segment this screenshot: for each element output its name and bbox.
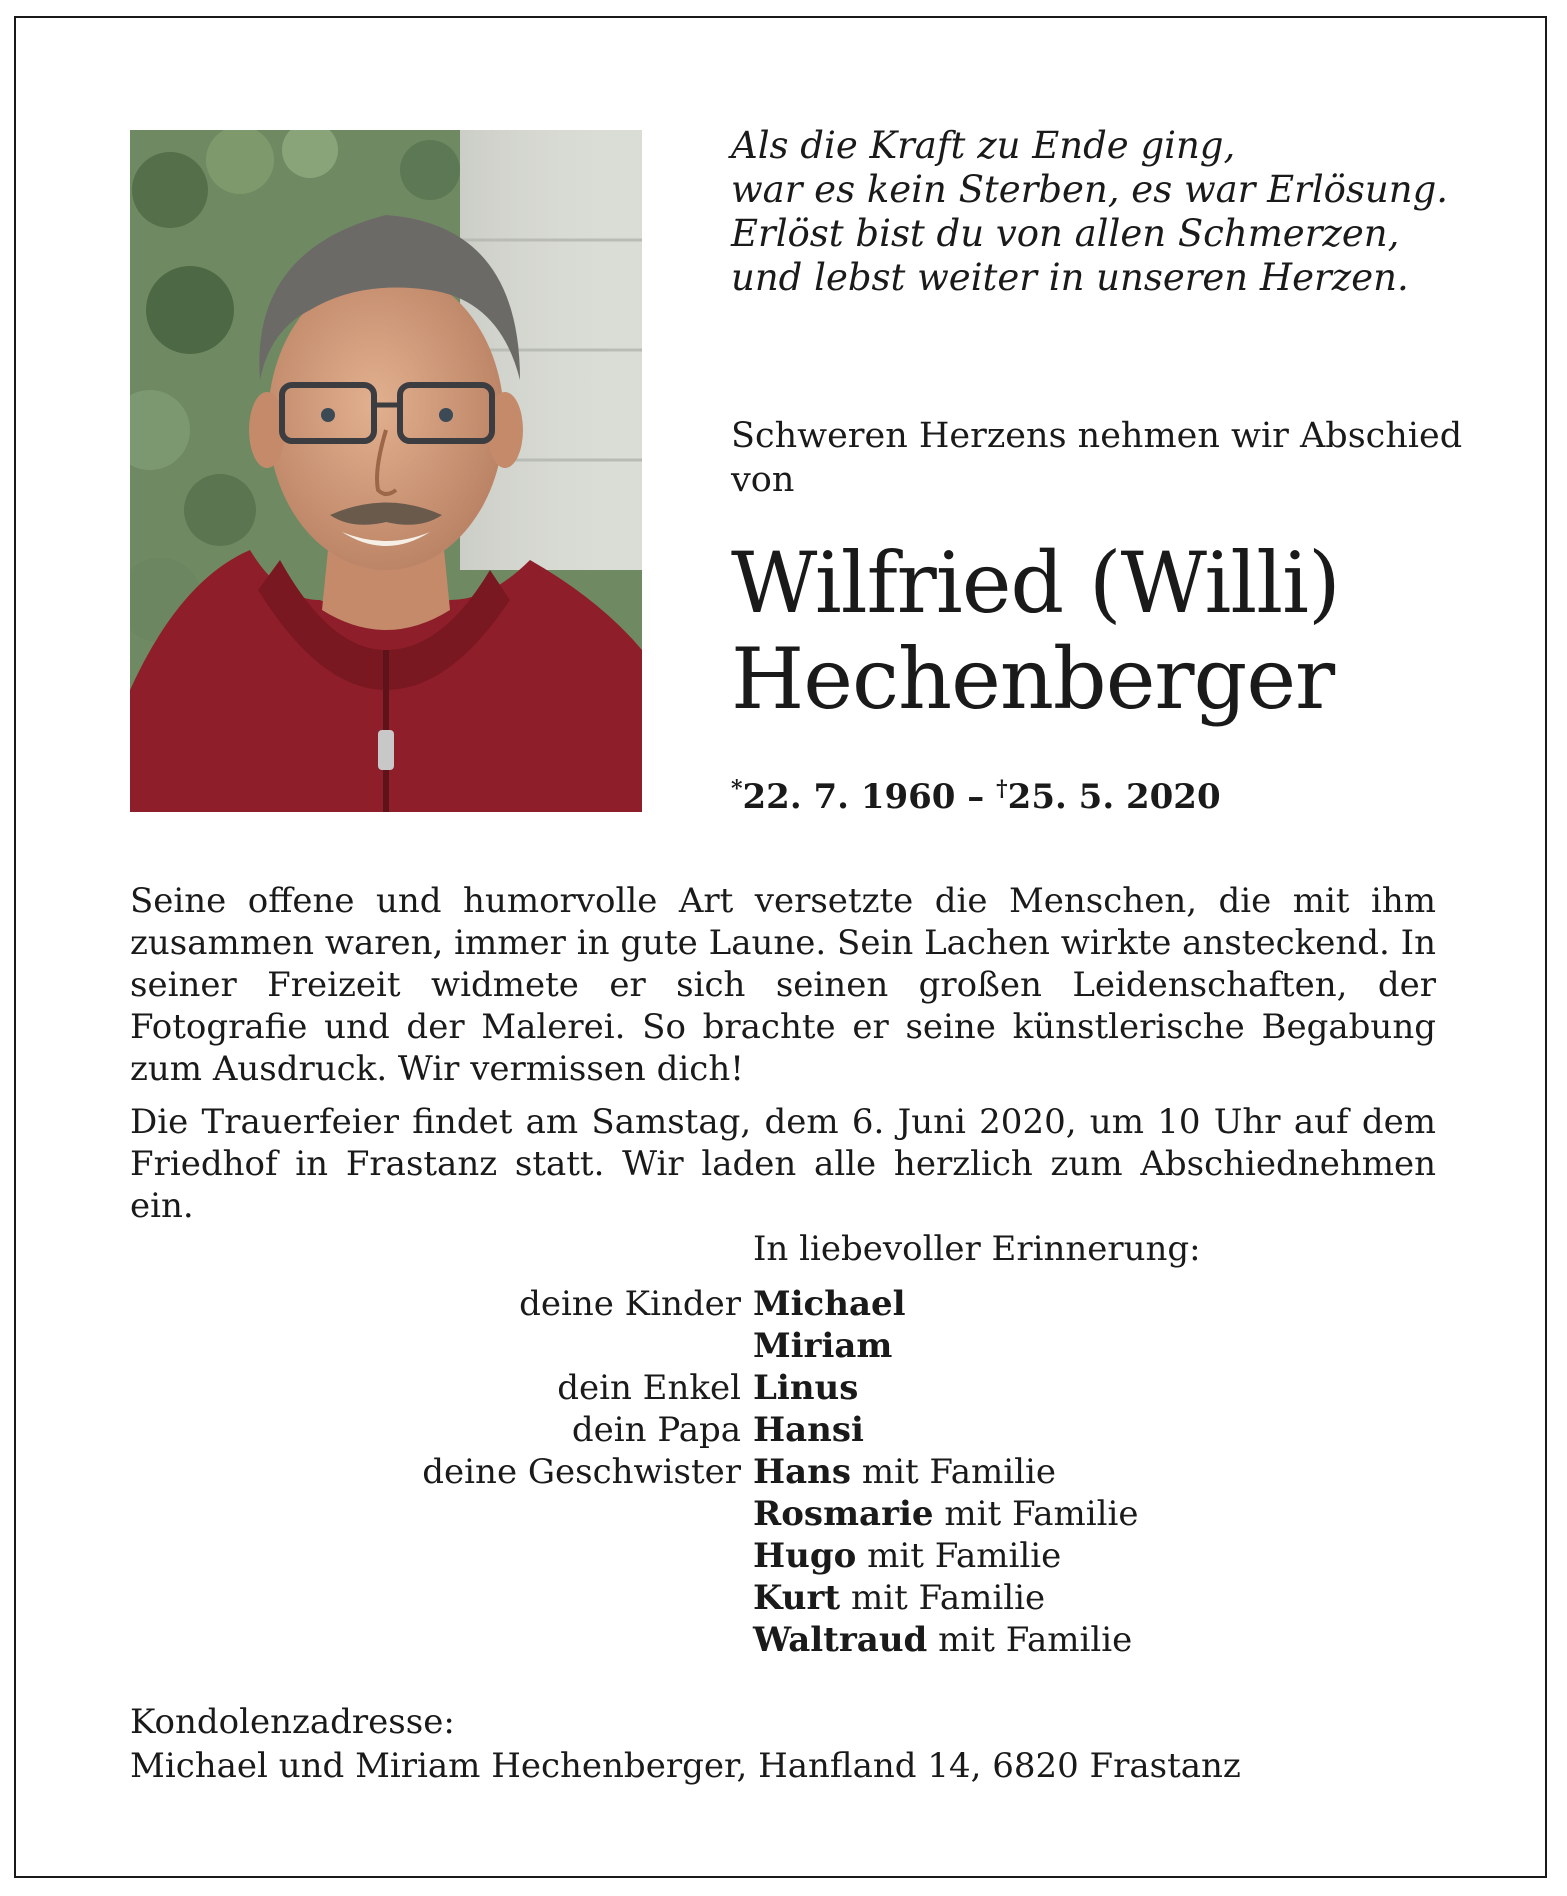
family-relation (300, 1619, 753, 1661)
deceased-name-first: Wilfried (Willi) (731, 534, 1340, 632)
address-value: Michael und Miriam Hechenberger, Hanfland 14, 6820 Frastanz (130, 1746, 1241, 1786)
ceremony-paragraph: Die Trauerfeier findet am Samstag, dem 6. Juni 2020, um 10 Uhr auf dem Friedhof in Frastanz statt. Wir laden alle herzlich zum Abschiednehmen ein. (130, 1102, 1436, 1226)
family-row (300, 1325, 1500, 1367)
poem-line: Erlöst bist du von allen Schmerzen, (731, 212, 1400, 255)
life-dates (731, 776, 1491, 817)
death-date: 25. 5. 2020 (1007, 777, 1221, 817)
family-row (300, 1577, 1500, 1619)
condolence-address (130, 1700, 1436, 1788)
family-suffix: mit Familie (856, 1536, 1062, 1576)
family-relation (300, 1577, 753, 1619)
family-name: Linus (753, 1368, 859, 1408)
family-row (300, 1451, 1500, 1493)
family-relation: dein Enkel (557, 1368, 741, 1408)
poem-line: und lebst weiter in unseren Herzen. (731, 256, 1409, 299)
address-label: Kondolenzadresse: (130, 1702, 455, 1742)
family-suffix: mit Familie (933, 1494, 1139, 1534)
deceased-name-last: Hechenberger (731, 630, 1335, 728)
family-row (300, 1619, 1500, 1661)
family-list (300, 1283, 1500, 1661)
family-name: Kurt (753, 1578, 841, 1618)
tribute-paragraph: Seine offene und humorvolle Art versetzte die Menschen, die mit ihm zusammen waren, immer in gute Laune. Sein Lachen wirkte ansteckend. In seiner Freizeit widmete er sich seinen großen Leidenschaften, der Fotografie und der Malerei. So brachte er seine künstlerische Begabung zum Ausdruck. Wir vermissen dich! (130, 881, 1436, 1089)
family-name: Miriam (753, 1326, 893, 1366)
family-relation: deine Geschwister (422, 1452, 741, 1492)
date-separator: – (955, 777, 997, 817)
family-relation (300, 1535, 753, 1577)
family-row (300, 1283, 1500, 1325)
death-symbol: † (996, 776, 1008, 802)
family-row (300, 1409, 1500, 1451)
family-relation (300, 1325, 753, 1367)
poem-line: Als die Kraft zu Ende ging, (731, 124, 1236, 167)
family-name: Hugo (753, 1536, 857, 1576)
birth-symbol: * (731, 776, 743, 802)
family-relation (300, 1493, 753, 1535)
birth-date: 22. 7. 1960 (742, 777, 956, 817)
family-row (300, 1493, 1500, 1535)
portrait-photo (130, 130, 642, 812)
memory-heading: In liebevoller Erinnerung: (753, 1229, 1201, 1269)
family-row (300, 1367, 1500, 1409)
poem-line: war es kein Sterben, es war Erlösung. (731, 168, 1449, 211)
farewell-intro: Schweren Herzens nehmen wir Abschied von (731, 416, 1463, 500)
deceased-name (731, 535, 1531, 727)
family-name: Waltraud (753, 1620, 928, 1660)
family-relation: deine Kinder (519, 1284, 741, 1324)
family-name: Michael (753, 1284, 906, 1324)
family-name: Hansi (753, 1410, 864, 1450)
family-name: Rosmarie (753, 1494, 934, 1534)
family-name: Hans (753, 1452, 852, 1492)
family-suffix: mit Familie (840, 1578, 1046, 1618)
family-row (300, 1535, 1500, 1577)
family-relation: dein Papa (571, 1410, 741, 1450)
family-suffix: mit Familie (851, 1452, 1056, 1492)
poem (731, 124, 1491, 300)
family-suffix: mit Familie (927, 1620, 1133, 1660)
